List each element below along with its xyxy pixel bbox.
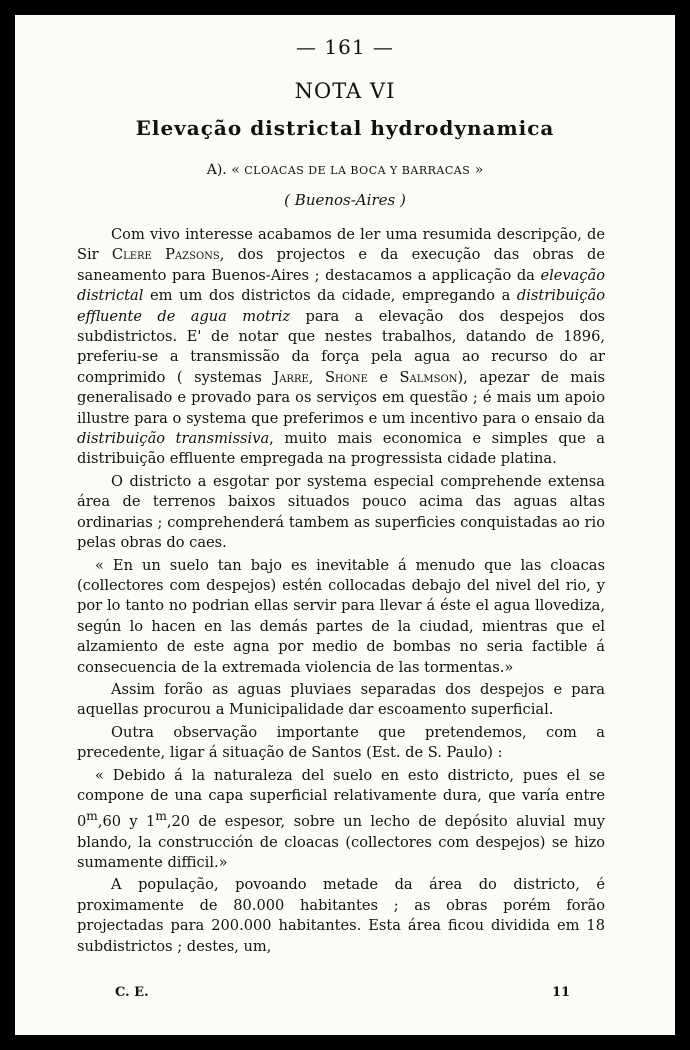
p1-text-4: para a elevação dos despejos dos subdistrictos. E' de notar que nestes trabalhos, datando de 1896, preferiu-se a transmissão da força pela agua ao recurso do ar comprimido ( systemas [77,307,605,386]
p1-emphasis-3: distribuição transmissiva [77,430,270,448]
note-heading: NOTA VI [294,79,396,103]
location-caption: ( Buenos-Aires ) [284,191,406,209]
p1-emphasis-2: distribuição effluente de agua motriz [77,287,605,325]
p1-emphasis-1: elevação districtal [77,266,605,305]
p1-text-6: e [367,368,400,386]
paragraph-4: Assim forão as aguas pluviaes separadas dos despejos e para aquellas procurou a Municipalidade dar escoamento superficial. [77,680,605,719]
section-prefix: A). « [206,162,240,178]
note-subheading: Elevação districtal hydrodynamica [135,116,555,140]
document-page [15,15,675,1035]
section-title-text: CLOACAS DE LA BOCA Y BARRACAS [244,164,471,177]
footer-signature: C. E. [115,985,149,1000]
p6-unit-1: m [86,809,98,824]
paragraph-6-quote [77,766,605,874]
page-number: — 161 — [296,35,394,59]
p6-text-1: « Debido á la naturaleza del suelo en esto districto, pues el se compone de una capa superficial relativamente dura, que varía entre 0 [77,766,605,831]
p1-text-5: , [308,368,325,386]
paragraph-7: A população, povoando metade da área do districto, é proximamente de 80.000 habitantes ; as obras porém forão projectadas para 200.000 habitantes. Esta área ficou dividida em 18 subdistrictos ; destes, um, [77,876,605,955]
paragraph-1 [77,225,605,470]
p1-author-name: Clere Pazsons [111,246,220,264]
body-text [77,225,605,957]
paragraph-2: O districto a esgotar por systema especial comprehende extensa área de terrenos baixos situados pouco acima das aguas altas ordinarias ; comprehenderá tambem as superficies conquistadas ao rio pelas obras do caes. [77,472,605,552]
section-suffix: » [474,162,484,178]
p6-text-2: ,60 y 1 [97,813,156,831]
p1-system-1: Jarre [273,368,309,386]
p1-text-7: ), apezar de mais generalisado e provado para os serviços em questão ; é mais um apoio illustre para o systema que preferimos e um incentivo para o ensaio da [77,368,605,427]
p6-unit-2: m [155,809,167,824]
p1-system-2: Shone [324,368,368,386]
p1-text-1: Com vivo interesse acabamos de ler uma resumida descripção, de Sir [77,226,605,264]
footer-sheet-number: 11 [552,985,571,1000]
p1-text-2: , dos projectos e da execução das obras de saneamento para Buenos-Aires ; destacamos a applicação da [77,246,606,284]
p1-system-3: Salmson [399,368,458,386]
p1-text-3: em um dos districtos da cidade, empregando a [143,287,517,305]
paragraph-5: Outra observação importante que pretendemos, com a precedente, ligar á situação de Santos (Est. de S. Paulo) : [77,723,605,762]
p1-text-8: , muito mais economica e simples que a distribuição effluente empregada na progressista cidade platina. [77,430,605,468]
paragraph-3-quote: « En un suelo tan bajo es inevitable á menudo que las cloacas (collectores com despejos) estén collocadas debajo del nivel del rio, y por lo tanto no podrian ellas servir para llevar á éste el agua llovediza, según lo hacen en las demás partes de la ciudad, mientras que el alzamiento de este agna por medio de bombas no seria factible á consecuencia de la extremada violencia de las tormentas.» [77,556,605,676]
section-title [15,162,675,178]
p6-text-3: ,20 de espesor, sobre un lecho de depósito aluvial muy blando, la construcción de cloacas (collectores com despejos) se hizo sumamente difficil.» [77,813,605,872]
